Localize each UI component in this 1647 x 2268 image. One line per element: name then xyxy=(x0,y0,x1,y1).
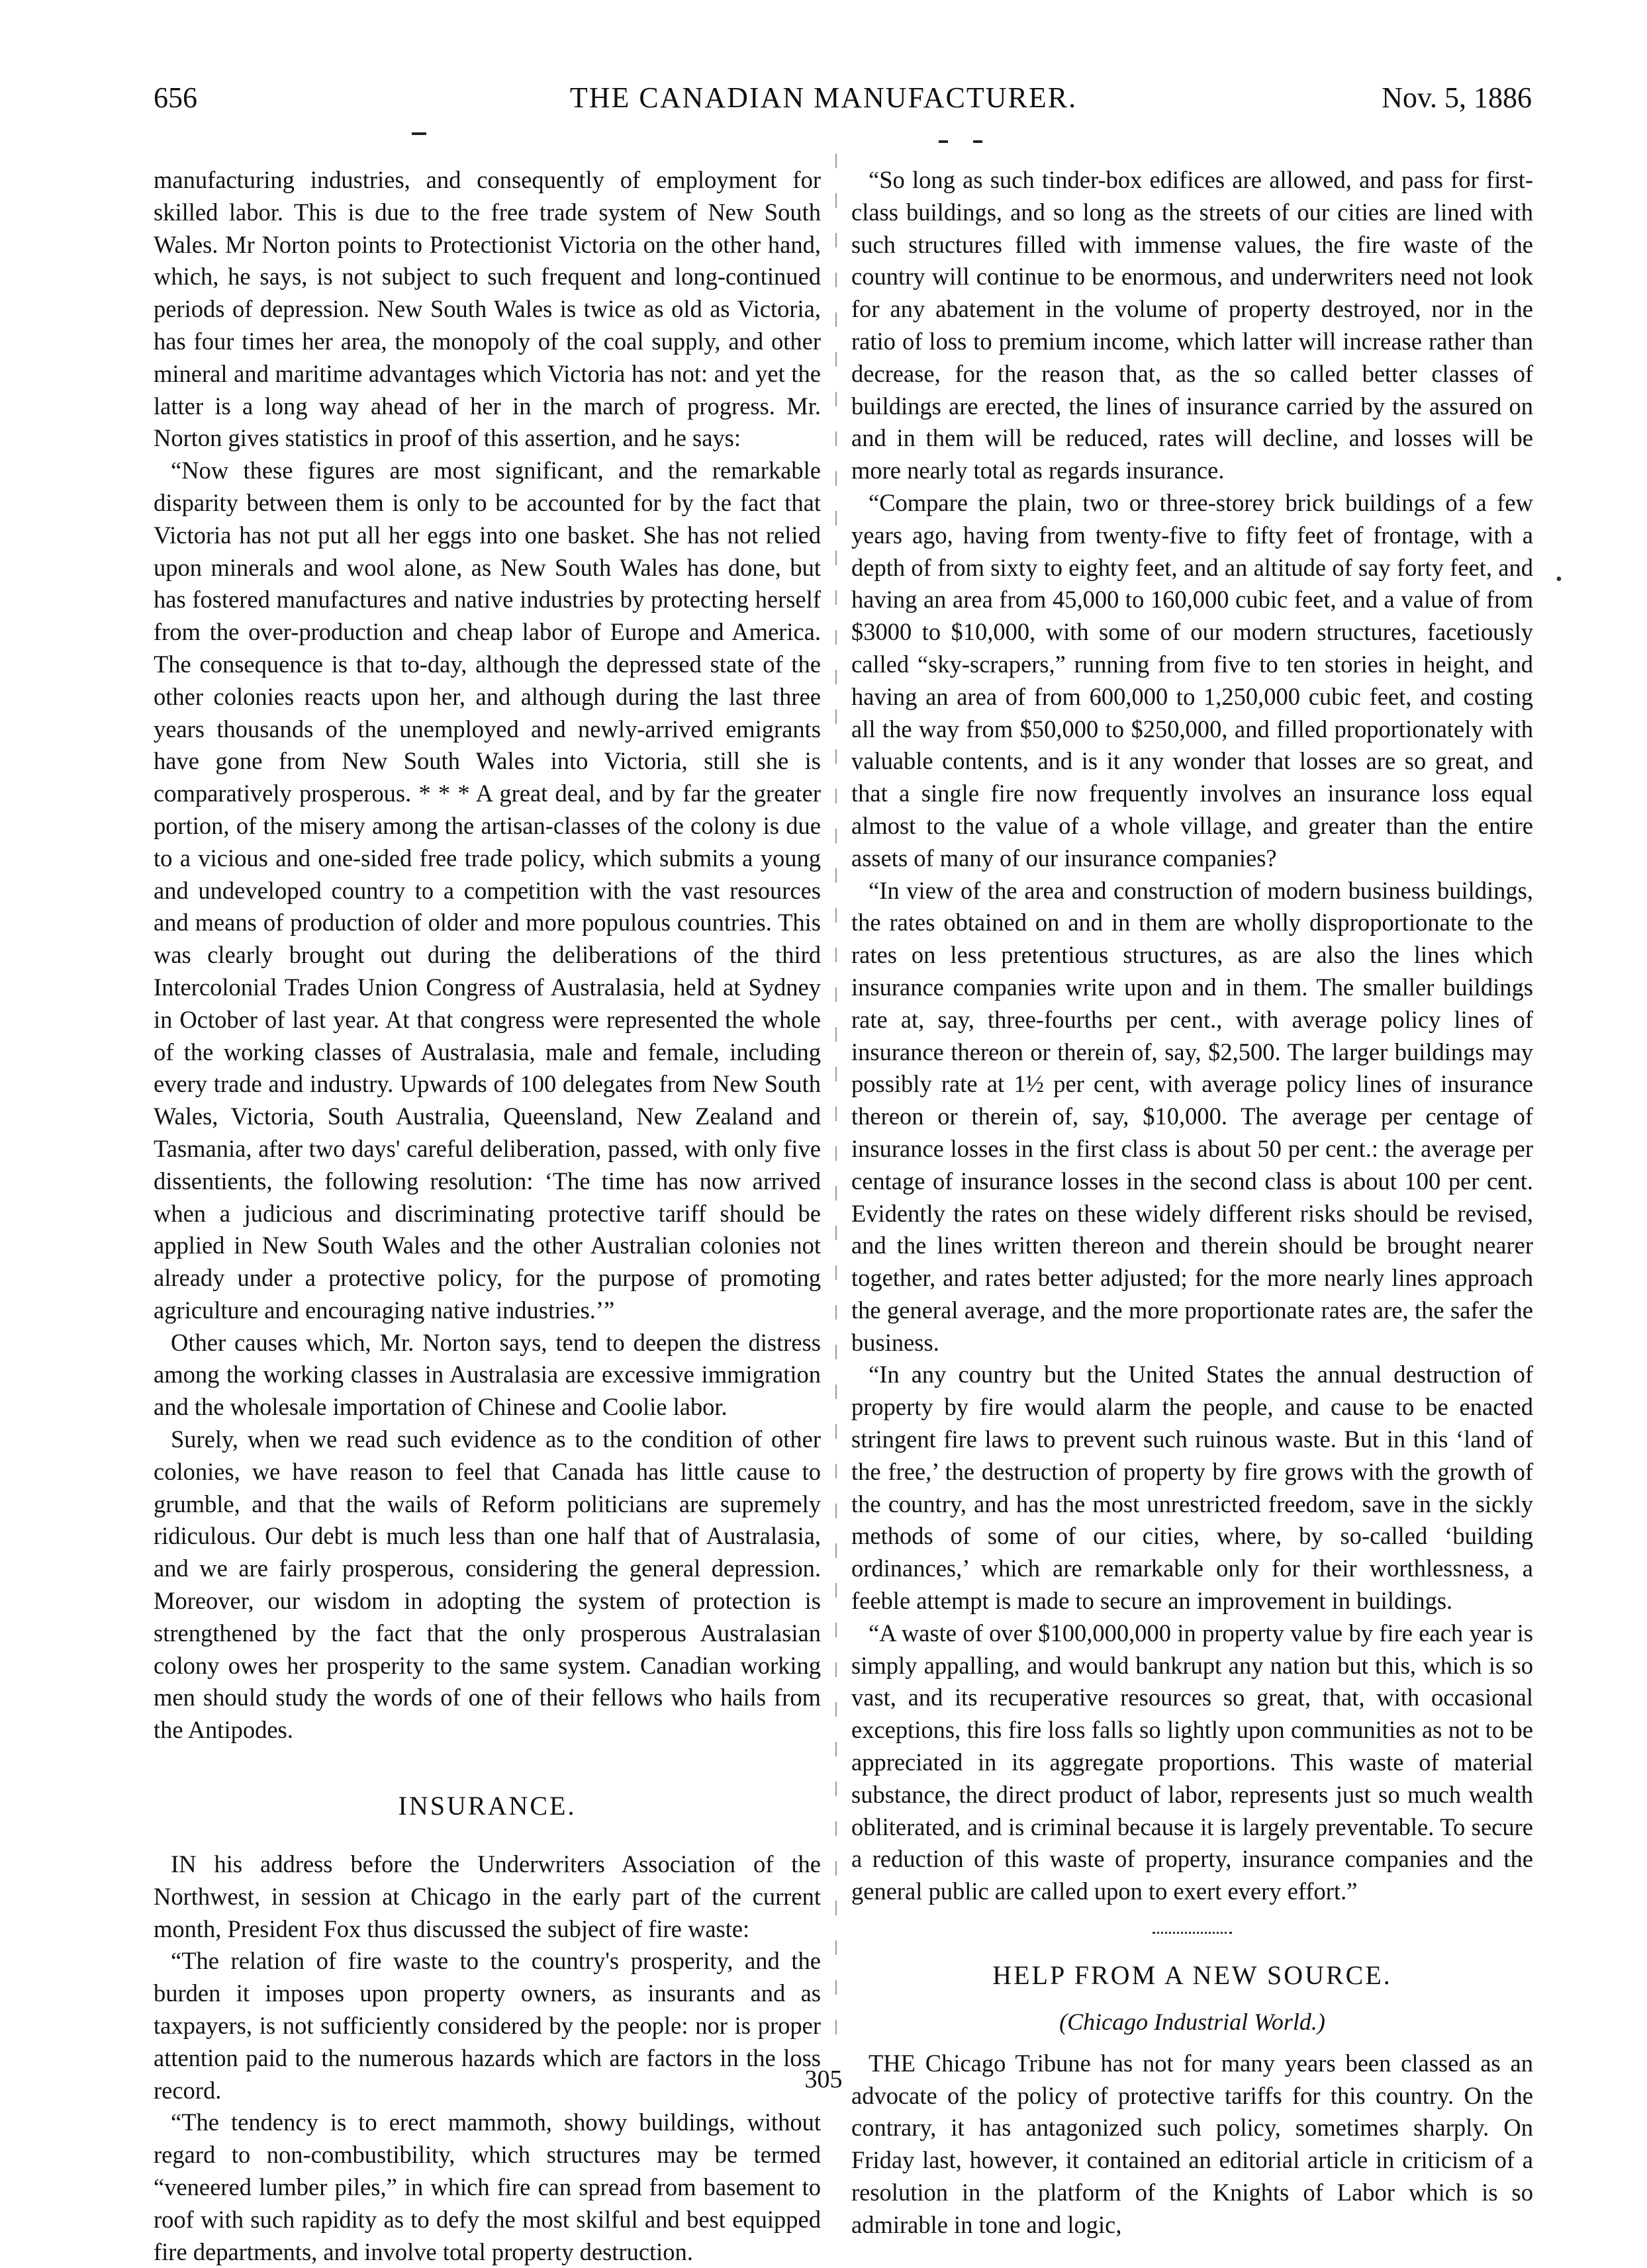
column-divider xyxy=(835,154,837,2053)
margin-mark: • xyxy=(1556,569,1562,590)
article-paragraph: “Now these figures are most significant, and the remarkable disparity between them is only to be accounted for by the fact that Victoria has not put all her eggs into one basket. She has not relied upon minerals and wool alone, as New South Wales has done, but has fostered manufactures and native industries by protecting herself from the over-production and cheap labor of Europe and America. The consequence is that to-day, although the depressed state of the other colonies reacts upon her, and although during the last three years thousands of the unemployed and newly-arrived emigrants have gone from New South Wales into Victoria, still she is comparatively prosperous. * * * A great deal, and by far the greater portion, of the misery among the artisan-classes of the colony is due to a vicious and one-sided free trade policy, which submits a young and undeveloped country to a competition with the vast resources and means of production of older and more populous countries. This was clearly brought out during the deliberations of the third Intercolonial Trades Union Congress of Australasia, held at Sydney in October of last year. At that congress were represented the whole of the working classes of Australasia, male and female, including every trade and industry. Upwards of 100 delegates from New South Wales, Victoria, South Australia, Queensland, New Zealand and Tasmania, after two days' careful deliberation, passed, with only five dissentients, the following resolution: ‘The time has now arrived when a judicious and discriminating protective tariff should be applied in New South Wales and the other Australian colonies not already under a protective policy, for the purpose of promoting agriculture and encouraging native industries.’” xyxy=(154,457,821,1324)
insurance-continued-paragraph: “In any country but the United States the annual destruction of property by fire would alarm the people, and cause to be enacted stringent fire laws to prevent such ruinous waste. But in this ‘land of the free,’ the destruction of property by fire grows with the growth of the country, and has the most unrestricted freedom, save in the sickly methods of some of our cities, where, by so-called ‘building ordinances,’ which are remarkable only for their worthlessness, a feeble attempt is made to secure an improvement in buildings. xyxy=(851,1361,1533,1615)
insurance-continued-paragraph: “So long as such tinder-box edifices are allowed, and pass for first-class buildings, and so long as the streets of our cities are lined with such structures filled with immense values, the fire waste of the country will continue to be enormous, and underwriters need not look for any abatement in the volume of property destroyed, nor in the ratio of loss to premium income, which latter will increase rather than decrease, for the reason that, as the so called better classes of buildings are erected, the lines of insurance carried by the assured on and in them will be reduced, rates will decline, and losses will be more nearly total as regards insurance. xyxy=(851,166,1533,484)
insurance-continued-paragraph: “Compare the plain, two or three-storey brick buildings of a few years ago, having from twenty-five to fifty feet of frontage, with a depth of from sixty to eighty feet, and an altitude of say forty feet, and having an area from 45,000 to 160,000 cubic feet, and a value of from $3000 to $10,000, with some of our modern structures, facetiously called “sky-scrapers,” running from five to ten stories in height, and having an area of from 600,000 to 1,250,000 cubic feet, and costing all the way from $50,000 to $250,000, and filled proportionately with valuable contents, and is it any wonder that losses are so great, and that a single fire now frequently involves an insurance loss equal almost to the value of a whole village, and greater than the entire assets of many of our insurance companies? xyxy=(851,488,1533,872)
help-heading: HELP FROM A NEW SOURCE. xyxy=(992,1960,1392,1991)
help-paragraph: THE Chicago Tribune has not for many years been classed as an advocate of the policy of protective tariffs for this country. On the contrary, it has antagonized such policy, sometimes sharply. On Friday last, however, it contained an editorial article in criticism of a resolution in the platform of the Knights of Labor which is so admirable in tone and logic, xyxy=(851,2049,1533,2238)
issue-date: Nov. 5, 1886 xyxy=(1382,81,1532,114)
header-dash-right-1 xyxy=(939,140,948,143)
article-paragraph: manufacturing industries, and consequently of employment for skilled labor. This is due to the free trade system of New South Wales. Mr Norton points to Protectionist Victoria on the other hand, which, he says, is not subject to such frequent and long-continued periods of depression. New South Wales is twice as old as Victoria, has four times her area, the monopoly of the coal supply, and other mineral and maritime advantages which Victoria has not: and yet the latter is a long way ahead of her in the march of progress. Mr. Norton gives statistics in proof of this assertion, and he says: xyxy=(154,166,821,452)
insurance-paragraph: IN his address before the Underwriters Association of the Northwest, in session at Chicago in the early part of the current month, President Fox thus discussed the subject of fire waste: xyxy=(154,1850,821,1942)
article-paragraph: Surely, when we read such evidence as to the condition of other colonies, we have reason to feel that Canada has little cause to grumble, and that the wails of Reform politicians are supremely ridiculous. Our debt is much less than one half that of Australasia, and we are fairly prosperous, considering the general depression. Moreover, our wisdom in adopting the system of protection is strengthened by the fact that the only prosperous Australasian colony owes her prosperity to the same system. Canadian working men should study the words of one of their fellows who hails from the Antipodes. xyxy=(154,1426,821,1744)
insurance-paragraph: “The tendency is to erect mammoth, showy buildings, without regard to non-combustibility, which structures may be termed “veneered lumber piles,” in which fire can spread from basement to roof with such rapidity as to defy the most skilful and best equipped fire departments, and involve total property destruction. xyxy=(154,2109,821,2265)
header-dash-left xyxy=(412,132,426,135)
help-byline: (Chicago Industrial World.) xyxy=(1059,2009,1325,2036)
masthead-title: THE CANADIAN MANUFACTURER. xyxy=(569,81,1078,114)
left-column xyxy=(154,164,821,2268)
insurance-paragraph: “The relation of fire waste to the country's prosperity, and the burden it imposes upon property owners, as insurants and as taxpayers, is not sufficiently considered by the people: nor is proper attention paid to the numerous hazards which are factors in the loss record. xyxy=(154,1947,821,2104)
insurance-continued-paragraph: “A waste of over $100,000,000 in property value by fire each year is simply appalling, and would bankrupt any nation but this, which is so vast, and its recuperative resources so great, that, with occasional exceptions, this fire loss falls so lightly upon communities as not to be appreciated in its aggregate proportions. This waste of material substance, the direct product of labor, represents just so much wealth obliterated, and is criminal because it is largely preventable. To secure a reduction of this waste of property, insurance companies and the general public are called upon to exert every effort.” xyxy=(851,1619,1533,1905)
insurance-heading: INSURANCE. xyxy=(398,1791,577,1821)
article-paragraph: Other causes which, Mr. Norton says, tend to deepen the distress among the working classes in Australasia are excessive immigration and the wholesale importation of Chinese and Coolie labor. xyxy=(154,1328,821,1421)
header-dash-right-2 xyxy=(973,140,982,143)
insurance-continued-paragraph: “In view of the area and construction of modern business buildings, the rates obtained on and in them are wholly disproportionate to the rates on less pretentious structures, as are also the lines which insurance companies write upon and in them. The smaller buildings rate at, say, three-fourths per cent., with average policy lines of insurance thereon or therein of, say, $2,500. The larger buildings may possibly rate at 1½ per cent, with average policy lines of insurance thereon or therein of, say, $10,000. The average per centage of insurance losses in the first class is about 50 per cent.: the average per centage of insurance losses in the second class is about 100 per cent. Evidently the rates on these widely different risks should be revised, and the lines written thereon and therein should be brought nearer together, and rates better adjusted; for the more nearly lines approach the general average, and the more proportionate rates are, the safer the business. xyxy=(851,876,1533,1356)
page-number: 656 xyxy=(154,81,197,114)
folio-number: 305 xyxy=(804,2065,843,2093)
section-separator xyxy=(1153,1932,1232,1936)
right-column xyxy=(851,164,1533,2242)
